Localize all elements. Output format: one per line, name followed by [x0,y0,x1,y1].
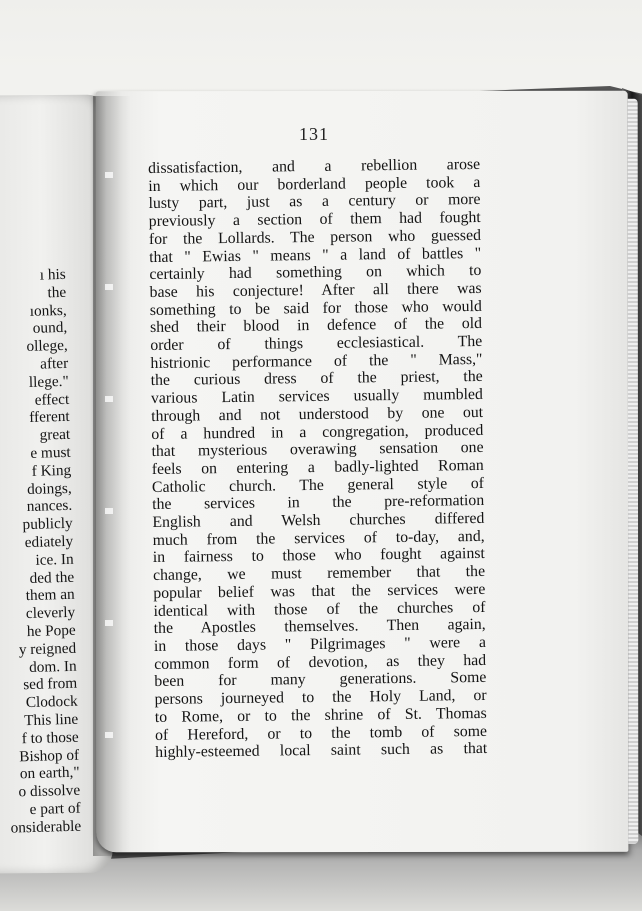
left-page-line: ı his [39,265,66,284]
left-page-line: effect [34,390,70,409]
left-page-line: publicly [22,514,73,534]
left-page-line: llege." [28,372,69,391]
right-page-line: for the Lollards. The person who guessed [148,226,482,248]
left-page-line: ice. In [35,550,74,569]
left-page-text [0,266,81,838]
right-page-text [148,156,487,762]
right-page-line: identical with those of the churches of [153,598,486,620]
right-page-line: much from the services of to-day, and, [152,527,485,549]
left-page-line: dom. In [28,657,77,676]
right-page-line: shed their blood in defence of the old [149,315,483,337]
left-page-line: doings, [26,479,72,498]
right-page-line: been for many generations. Some [154,669,487,691]
left-page-line: y reigned [18,639,77,659]
right-page-line: to Rome, or to the shrine of St. Thomas [154,704,487,726]
right-page-line: various Latin services usually mumbled [150,386,483,408]
right-page-line: persons journeyed to the Holy Land, or [154,686,487,709]
right-page-line: in those days " Pilgrimages " were a [153,633,487,655]
right-page-line: dissatisfaction, and a rebellion arose [148,155,481,177]
left-page-line: nances. [26,497,73,516]
right-page-line: in fairness to those who fought against [152,545,485,567]
left-page-line: ound, [32,319,68,338]
right-page-line: common form of devotion, as they had [154,651,487,673]
left-page-line: Clodock [25,692,78,712]
right-page-line: something to be said for those who would [149,297,482,319]
left-page-line: on earth," [19,763,80,783]
right-page-line: that " Ewias " means " a land of battles " [149,244,482,266]
binding-stitches [105,120,113,820]
right-page-line: in which our borderland people took a [148,173,481,195]
right-page-line: previously a section of them had fought [148,209,481,231]
left-page-line: e must [30,443,71,462]
right-page-line: the services in the pre-reformation [152,492,485,514]
page-number: 131 [299,124,329,144]
left-page-line: f King [31,461,72,480]
left-page-line: o dissolve [18,781,81,801]
right-page-line: order of things ecclesiastical. The [150,332,483,355]
right-page-line: of a hundred in a congregation, produced [151,421,484,443]
right-page-line: the Apostles themselves. Then again, [153,616,486,638]
right-page-line: change, we must remember that the [152,563,486,585]
left-page-line: the [47,283,67,302]
right-page-line: lusty part, just as a century or more [148,191,481,213]
right-page-line: that mysterious overawing sensation one [151,439,484,461]
left-page-line: onsiderable [10,817,82,837]
left-page-line: ded the [29,568,75,587]
left-page-line: e part of [29,799,81,818]
left-page-line: ediately [24,532,74,552]
right-page-line: the curious dress of the priest, the [150,368,483,390]
left-page-line: fferent [28,408,70,427]
left-page-line: cleverly [25,603,76,623]
left-page-line: f to those [21,728,79,748]
left-page-line: great [39,425,71,444]
right-page-line: of Hereford, or to the tomb of some [154,722,488,744]
right-page-line: English and Welsh churches differed [152,509,485,532]
right-page-line: Catholic church. The general style of [151,474,485,496]
right-page-line: histrionic performance of the " Mass," [150,350,483,372]
left-page-line: sed from [22,675,78,694]
right-page-line: highly-esteemed local saint such as that [155,740,488,762]
right-page-line: certainly had something on which to [149,262,482,284]
left-page-line: This line [23,710,79,730]
right-page-line: base his conjecture! After all there was [149,279,482,301]
left-page-line: ıonks, [29,301,67,320]
left-page-line: Bishop of [18,746,80,765]
left-page-line: he Pope [26,621,76,641]
right-page-line: through and not understood by one out [151,403,484,425]
left-page-line: them an [25,586,75,605]
right-page-line: feels on entering a badly-lighted Roman [151,456,484,478]
right-page-line: popular belief was that the services were [153,580,486,602]
left-page-line: after [39,354,69,373]
left-page-line: ollege, [26,337,68,356]
